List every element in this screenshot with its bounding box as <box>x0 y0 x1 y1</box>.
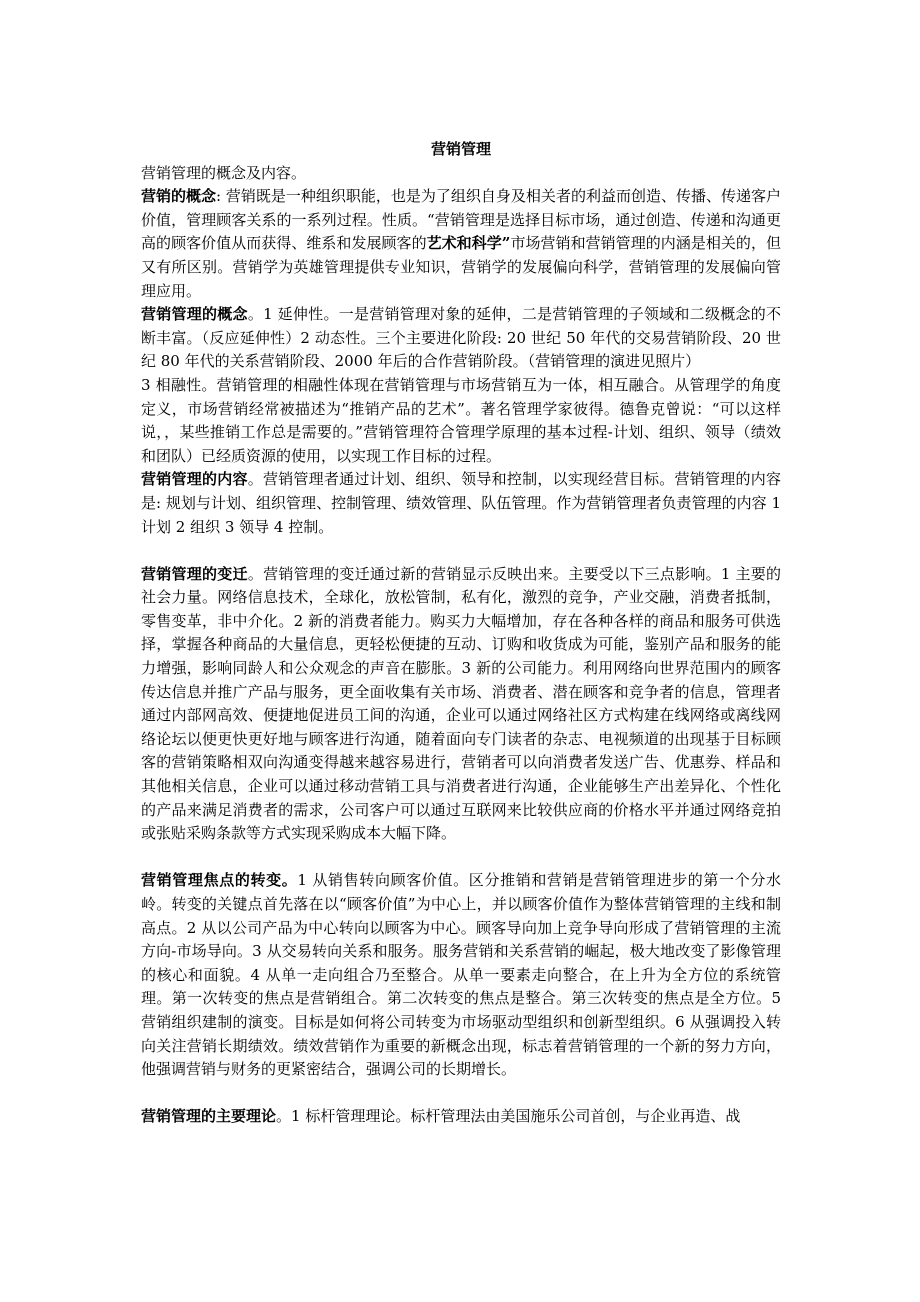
paragraph-text: : 营销既是一种组织职能，也是为了组织自身及相关者的利益而创造、传播、传递客户价值，管理顾客关系的一系列过程。性质。“营销管理是选择目标市场，通过创造、传递和沟通更高的顾客价值从而获得、维系和发展顾客的 <box>141 187 781 253</box>
paragraph-text: 。1 标杆管理理论。标杆管理法由美国施乐公司首创，与企业再造、战 <box>276 1107 741 1126</box>
emphasis-text: 艺术和科学” <box>426 234 511 253</box>
paragraph-integration: 3 相融性。营销管理的相融性体现在营销管理与市场营销互为一体，相互融合。从管理学的角度定义，市场营销经常被描述为“推销产品的艺术”。著名管理学家彼得。德鲁克曾说：“可以这样说，，某些推销工作总是需要的。”营销管理符合管理学原理的基本过程-计划、组织、领导（绩效和团队）已经质资源的使用，以实现工作目标的过程。 <box>141 375 781 465</box>
paragraph-text: 。1 延伸性。一是营销管理对象的延伸，二是营销管理的子领域和二级概念的不断丰富。（反应延伸性）2 动态性。三个主要进化阶段: 20 世纪 50 年代的交易营销阶段、20 世纪 80 年代的关系营销阶段、2000 年后的合作营销阶段。（营销管理的演进见照片） <box>141 305 781 371</box>
document-title: 营销管理 <box>430 140 491 158</box>
blank-line <box>141 539 781 563</box>
paragraph-text: 。营销管理的变迁通过新的营销显示反映出来。主要受以下三点影响。1 主要的社会力量。网络信息技术，全球化，放松管制，私有化，激烈的竞争，产业交融，消费者抵制，零售变革，非中介化。2 新的消费者能力。购买力大幅增加，存在各种各样的商品和服务可供选择，掌握各种商品的大量信息，更轻松便捷的互动、订购和收货成为可能，鉴别产品和服务的能力增强，影响同龄人和公众观念的声音在膨胀。3 新的公司能力。利用网络向世界范围内的顾客传达信息并推广产品与服务，更全面收集有关市场、消费者、潜在顾客和竞争者的信息，管理者通过内部网高效、便捷地促进员工间的沟通，企业可以通过网络社区方式构建在线网络或离线网络论坛以便更快更好地与顾客进行沟通，随着面向专门读者的杂志、电视频道的出现基于目标顾客的营销策略相双向沟通变得越来越容易进行，营销者可以向消费者发送广告、优惠券、样品和其他相关信息，企业可以通过移动营销工具与消费者进行沟通，企业能够生产出差异化、个性化的产品来满足消费者的需求，公司客户可以通过互联网来比较供应商的价格水平并通过网络竞拍或张贴采购条款等方式实现采购成本大幅下降。 <box>141 564 781 843</box>
paragraph-marketing-concept <box>141 185 781 303</box>
paragraph-heading: 营销管理焦点的转变。 <box>141 871 298 890</box>
blank-line <box>141 1082 781 1106</box>
paragraph-management-content <box>141 468 781 539</box>
paragraph-main-theories <box>141 1105 781 1129</box>
paragraph-focus-shift <box>141 869 781 1081</box>
paragraph-text: 市场营销和营销管理的内涵是相关的，但又有所区别。营销学为英雄管理提供专业知识，营销学的发展偏向科学，营销管理的发展偏向管理应用。 <box>141 234 781 300</box>
document-page <box>141 138 781 1129</box>
paragraph-heading: 营销管理的内容 <box>141 470 248 489</box>
paragraph-management-change <box>141 563 781 846</box>
paragraph-heading: 营销管理的概念 <box>141 305 248 324</box>
paragraph-heading: 营销管理的主要理论 <box>141 1107 277 1126</box>
paragraph-management-concept <box>141 303 781 374</box>
intro-line: 营销管理的概念及内容。 <box>141 163 307 182</box>
paragraph-text: 1 从销售转向顾客价值。区分推销和营销是营销管理进步的第一个分水岭。转变的关键点首先落在以“顾客价值”为中心上，并以顾客价值作为整体营销管理的主线和制高点。2 从以公司产品为中心转向以顾客为中心。顾客导向加上竞争导向形成了营销管理的主流方向-市场导向。3 从交易转向关系和服务。服务营销和关系营销的崛起，极大地改变了影像管理的核心和面貌。4 从单一走向组合乃至整合。从单一要素走向整合，在上升为全方位的系统管理。第一次转变的焦点是营销组合。第二次转变的焦点是整合。第三次转变的焦点是全方位。5 营销组织建制的演变。目标是如何将公司转变为市场驱动型组织和创新型组织。6 从强调投入转向关注营销长期绩效。绩效营销作为重要的新概念出现，标志着营销管理的一个新的努力方向，他强调营销与财务的更紧密结合，强调公司的长期增长。 <box>141 871 781 1079</box>
paragraph-heading: 营销的概念 <box>141 187 217 206</box>
paragraph-heading: 营销管理的变迁 <box>141 564 248 583</box>
blank-line <box>141 846 781 870</box>
paragraph-text: 。营销管理者通过计划、组织、领导和控制，以实现经营目标。营销管理的内容是: 规划与计划、组织管理、控制管理、绩效管理、队伍管理。作为营销管理者负责管理的内容 1 计划 2 组织 3 领导 4 控制。 <box>141 470 781 536</box>
